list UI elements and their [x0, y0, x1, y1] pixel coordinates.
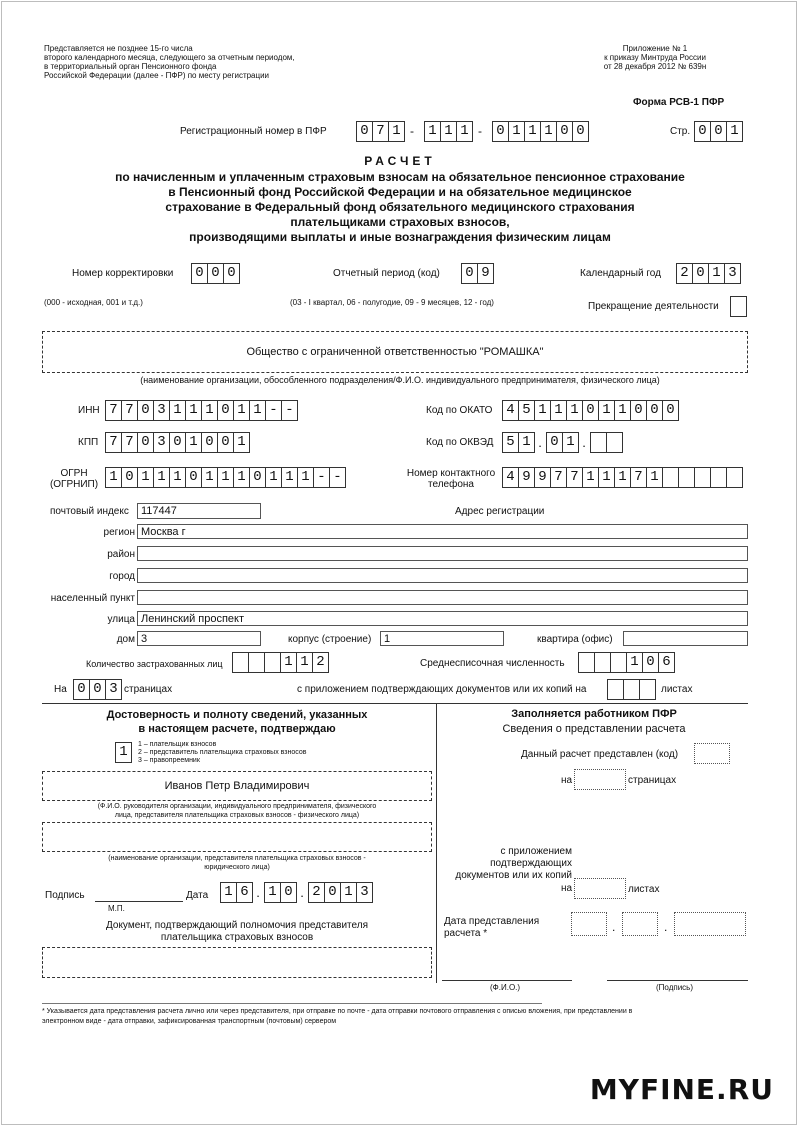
stop-label: Прекращение деятельности — [588, 301, 719, 312]
pages-cells[interactable]: 0 0 3 — [73, 679, 121, 700]
org-name-hint: (наименование организации, обособленного подразделения/Ф.И.О. индивидуального предпринимателя, физического лица) — [140, 375, 660, 385]
okato-cell[interactable]: 5 — [518, 400, 535, 421]
phone-cells[interactable] — [502, 467, 742, 488]
form-name: Форма РСВ-1 ПФР — [633, 97, 725, 108]
stamp-mark: М.П. — [108, 904, 125, 913]
city-label: город — [109, 571, 135, 582]
street-label: улица — [107, 614, 135, 625]
year-cells[interactable]: 2 0 1 3 — [676, 263, 740, 284]
locality-field[interactable] — [137, 590, 748, 605]
person-hint: (Ф.И.О. руководителя организации, индивидуального предпринимателя, физического лица, представителя плательщика страховых взносов - физического лица) — [97, 803, 377, 819]
pfr-fio-line[interactable] — [442, 980, 572, 981]
phone-cell[interactable]: 7 — [550, 467, 567, 488]
okato-cell[interactable]: 4 — [502, 400, 519, 421]
header-right: Приложение № 1 к приказу Минтруда России от 28 декабря 2012 № 639н — [603, 44, 707, 71]
inn-cell[interactable]: 1 — [249, 400, 266, 421]
date-label: Дата — [186, 890, 209, 901]
ogrn-cell[interactable]: 1 — [265, 467, 282, 488]
pfr-given-label: Данный расчет представлен (код) — [521, 749, 679, 760]
period-label: Отчетный период (код) — [333, 268, 440, 279]
page-number[interactable]: 0 0 1 — [694, 121, 742, 142]
avg-label: Среднесписочная численность — [420, 658, 565, 669]
kpp-cell[interactable]: 1 — [233, 432, 250, 453]
okato-cell[interactable]: 1 — [566, 400, 583, 421]
title-heading: РАСЧЕТ — [364, 154, 436, 168]
building-label: корпус (строение) — [288, 634, 372, 645]
house-field[interactable]: 3 — [137, 631, 261, 646]
period-code[interactable]: 0 9 — [461, 263, 493, 284]
locality-label: населенный пункт — [50, 593, 135, 604]
kpp-cell[interactable]: 3 — [153, 432, 170, 453]
kpp-cell[interactable]: 0 — [201, 432, 218, 453]
phone-cell[interactable] — [726, 467, 743, 488]
ogrn-cell[interactable]: 0 — [185, 467, 202, 488]
inn-label: ИНН — [78, 405, 100, 416]
pages-on-label: На — [54, 684, 67, 695]
region-field[interactable]: Москва г — [137, 524, 748, 539]
index-label: почтовый индекс — [50, 506, 129, 517]
org-name: Общество с ограниченной ответственностью "РОМАШКА" — [246, 346, 544, 358]
inn-cell[interactable]: 7 — [105, 400, 122, 421]
confirm-code[interactable]: 1 — [115, 742, 131, 763]
kpp-cell[interactable]: 0 — [217, 432, 234, 453]
phone-cell[interactable]: 7 — [566, 467, 583, 488]
insured-label: Количество застрахованных лиц — [86, 659, 223, 669]
okato-cell[interactable]: 1 — [550, 400, 567, 421]
pfr-attach-on: на — [561, 883, 573, 894]
corr-hint: (000 - исходная, 001 и т.д.) — [44, 298, 143, 307]
sign-line[interactable] — [95, 901, 183, 902]
stop-cell[interactable] — [730, 296, 746, 317]
phone-label: Номер контактного телефона — [406, 468, 496, 490]
okato-cell[interactable]: 0 — [646, 400, 663, 421]
district-field[interactable] — [137, 546, 748, 561]
kpp-cell[interactable]: 0 — [137, 432, 154, 453]
phone-cell[interactable]: 4 — [502, 467, 519, 488]
rep-box[interactable] — [42, 822, 432, 852]
okato-cells[interactable] — [502, 400, 678, 421]
inn-cell[interactable]: 3 — [153, 400, 170, 421]
ogrn-cells[interactable] — [105, 467, 345, 488]
inn-cell[interactable]: - — [281, 400, 298, 421]
column-divider — [436, 703, 437, 983]
attach-sheets-label: листах — [661, 684, 693, 695]
section-divider — [42, 703, 748, 704]
city-field[interactable] — [137, 568, 748, 583]
ogrn-cell[interactable]: 1 — [201, 467, 218, 488]
ogrn-cell[interactable]: - — [313, 467, 330, 488]
pfr-on-label: на — [561, 775, 573, 786]
footnote: * Указывается дата представления расчета лично или через представителя, при отправке по почте - дата отправки почтового отправления с описью вложения, при представлении в электронном виде - дата отправки, зафиксированная транспортным (почтовым) сервером — [42, 1008, 633, 1025]
kpp-cells[interactable] — [105, 432, 249, 453]
pfr-pages[interactable] — [574, 769, 626, 790]
ogrn-cell[interactable]: 0 — [249, 467, 266, 488]
phone-cell[interactable]: 1 — [582, 467, 599, 488]
house-label: дом — [116, 634, 135, 645]
corr-label: Номер корректировки — [72, 268, 174, 279]
pfr-date-label: Дата представления расчета * — [444, 916, 540, 939]
pfr-sign-line[interactable] — [607, 980, 748, 981]
pfr-date-year[interactable] — [674, 912, 746, 936]
confirm-options: 1 – плательщик взносов 2 – представитель плательщика страховых взносов 3 – правопреемник — [138, 741, 307, 764]
okved-label: Код по ОКВЭД — [426, 437, 494, 448]
ogrn-label: ОГРН (ОГРНИП) — [49, 468, 99, 490]
inn-cell[interactable]: 1 — [185, 400, 202, 421]
ogrn-cell[interactable]: 1 — [233, 467, 250, 488]
kpp-cell[interactable]: 0 — [169, 432, 186, 453]
kpp-label: КПП — [78, 437, 99, 448]
pfr-pages-label: страницах — [628, 775, 677, 786]
inn-cell[interactable]: 1 — [201, 400, 218, 421]
title-text: по начисленным и уплаченным страховым взносам на обязательное пенсионное страхование в Пенсионный фонд Российской Федерации и на обязательное медицинское страхование в Федеральный фонд обязательного медицинского страхования плательщиками страховых взносов, производящими выплаты и иные вознаграждения физическим лицам — [115, 170, 685, 244]
inn-cell[interactable]: 7 — [121, 400, 138, 421]
okato-cell[interactable]: 0 — [630, 400, 647, 421]
pfr-date-month[interactable] — [622, 912, 658, 936]
insured-cells[interactable]: 1 1 2 — [232, 652, 328, 673]
pfr-attach-label: с приложением подтверждающих документов или их копий — [455, 846, 572, 881]
org-name-box[interactable] — [42, 331, 748, 373]
pfr-sign-label: (Подпись) — [656, 983, 693, 992]
doc-label: Документ, подтверждающий полномочия представителя плательщика страховых взносов — [106, 920, 368, 943]
attach-label: с приложением подтверждающих документов или их копий на — [297, 684, 587, 695]
inn-cell[interactable]: 0 — [137, 400, 154, 421]
reg-label: Регистрационный номер в ПФР — [180, 126, 327, 137]
okato-cell[interactable]: 1 — [598, 400, 615, 421]
period-hint: (03 - I квартал, 06 - полугодие, 09 - 9 месяцев, 12 - год) — [290, 298, 494, 307]
street-field[interactable]: Ленинский проспект — [137, 611, 748, 626]
pfr-heading: Заполняется работником ПФР — [511, 708, 677, 720]
phone-cell[interactable] — [710, 467, 727, 488]
index-field[interactable]: 117447 — [137, 503, 261, 519]
district-label: район — [107, 549, 135, 560]
building-field[interactable]: 1 — [380, 631, 504, 646]
okato-cell[interactable]: 0 — [582, 400, 599, 421]
reg-part2[interactable]: 1 1 1 — [424, 121, 472, 142]
pfr-fio-label: (Ф.И.О.) — [490, 983, 521, 992]
ogrn-cell[interactable]: 1 — [297, 467, 314, 488]
pages-label: страницах — [124, 684, 173, 695]
ogrn-cell[interactable]: 1 — [169, 467, 186, 488]
okato-label: Код по ОКАТО — [426, 405, 493, 416]
page-label: Стр. — [670, 126, 691, 137]
confirm-heading: Достоверность и полноту сведений, указанных в настоящем расчете, подтверждаю — [106, 709, 368, 735]
inn-cell[interactable]: - — [265, 400, 282, 421]
ogrn-cell[interactable]: 1 — [281, 467, 298, 488]
ogrn-cell[interactable]: 1 — [105, 467, 122, 488]
attach-cells[interactable] — [607, 679, 655, 700]
okved-cells[interactable]: 5 1 . 0 1 . — [502, 432, 622, 453]
ogrn-cell[interactable]: 1 — [153, 467, 170, 488]
inn-cell[interactable]: 0 — [217, 400, 234, 421]
confirm-date[interactable]: 1 6 . 1 0 . 2 0 1 3 — [220, 882, 372, 903]
phone-cell[interactable] — [678, 467, 695, 488]
avg-cells[interactable]: 1 0 6 — [578, 652, 674, 673]
pfr-attach-sheets-label: листах — [628, 884, 660, 895]
phone-cell[interactable] — [694, 467, 711, 488]
pfr-attach-sheets[interactable] — [574, 878, 626, 899]
kpp-cell[interactable]: 7 — [105, 432, 122, 453]
kpp-cell[interactable]: 1 — [185, 432, 202, 453]
corr-number[interactable]: 0 0 0 — [191, 263, 239, 284]
ogrn-cell[interactable]: 0 — [121, 467, 138, 488]
sign-label: Подпись — [45, 890, 85, 901]
okato-cell[interactable]: 0 — [662, 400, 679, 421]
doc-box[interactable] — [42, 947, 432, 978]
year-label: Календарный год — [580, 268, 661, 279]
phone-cell[interactable]: 1 — [598, 467, 615, 488]
phone-cell[interactable]: 1 — [614, 467, 631, 488]
ogrn-cell[interactable]: 1 — [137, 467, 154, 488]
header-left: Представляется не позднее 15-го числа второго календарного месяца, следующего за отчетным периодом, в территориальный орган Пенсионного фонда Российской Федерации (далее - ПФР) по месту регистрации — [44, 44, 295, 80]
inn-cells[interactable] — [105, 400, 297, 421]
phone-cell[interactable]: 1 — [646, 467, 663, 488]
watermark-logo: MYFINE.RU — [589, 1073, 774, 1106]
ogrn-cell[interactable]: - — [329, 467, 346, 488]
inn-cell[interactable]: 1 — [233, 400, 250, 421]
flat-field[interactable] — [623, 631, 748, 646]
phone-cell[interactable]: 9 — [534, 467, 551, 488]
okato-cell[interactable]: 1 — [614, 400, 631, 421]
rep-hint: (наименование организации, представителя плательщика страховых взносов - юридического лица) — [108, 855, 366, 871]
kpp-cell[interactable]: 7 — [121, 432, 138, 453]
region-label: регион — [103, 527, 135, 538]
person-box[interactable] — [42, 771, 432, 801]
reg-address-label: Адрес регистрации — [455, 506, 545, 517]
pfr-sub: Сведения о представлении расчета — [502, 723, 686, 735]
pfr-date-day[interactable] — [571, 912, 607, 936]
phone-cell[interactable]: 9 — [518, 467, 535, 488]
footnote-divider — [42, 1003, 542, 1004]
phone-cell[interactable]: 7 — [630, 467, 647, 488]
person-name: Иванов Петр Владимирович — [164, 780, 310, 792]
phone-cell[interactable] — [662, 467, 679, 488]
okato-cell[interactable]: 1 — [534, 400, 551, 421]
pfr-given-code[interactable] — [694, 743, 730, 764]
reg-part1[interactable]: 0 7 1 — [356, 121, 404, 142]
ogrn-cell[interactable]: 1 — [217, 467, 234, 488]
reg-part3[interactable]: 0 1 1 1 0 0 — [492, 121, 588, 142]
inn-cell[interactable]: 1 — [169, 400, 186, 421]
flat-label: квартира (офис) — [537, 634, 613, 645]
